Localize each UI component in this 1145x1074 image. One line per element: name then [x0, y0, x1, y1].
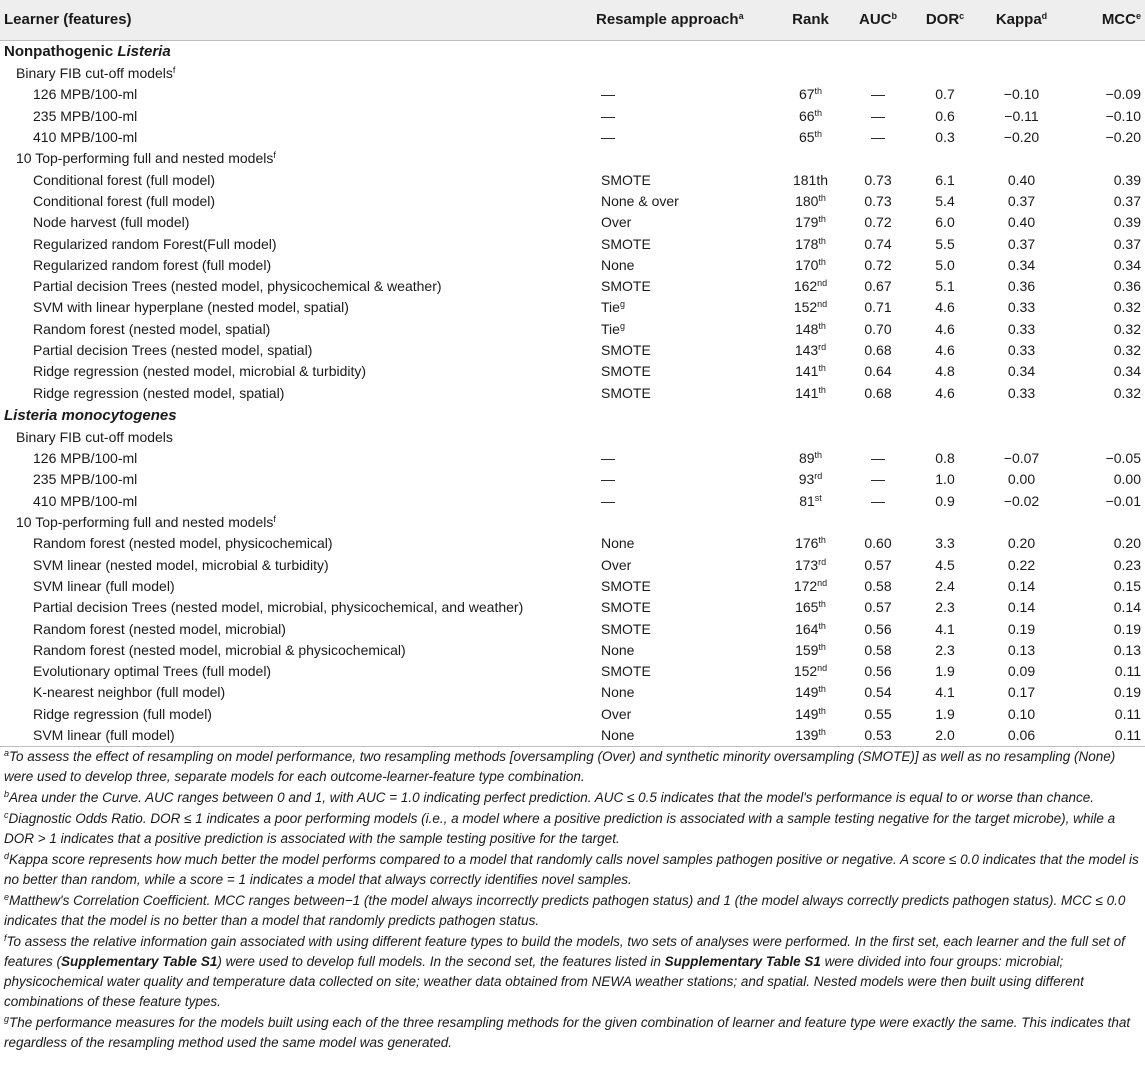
cell-kappa: 0.14: [1007, 577, 1036, 594]
cell-dor: 1.0: [935, 471, 955, 488]
cell-kappa: 0.33: [1007, 299, 1036, 316]
cell-mcc: 0.11: [1065, 725, 1145, 746]
cell-dor: 2.3: [935, 599, 955, 616]
cell-resample-approach: SMOTE: [601, 363, 651, 380]
cell-mcc: 0.37: [1113, 235, 1141, 252]
cell-kappa: 0.34: [1007, 256, 1036, 273]
cell-dor: 3.3: [935, 535, 955, 552]
cell-learner: SVM linear (nested model, microbial & turbidity): [33, 556, 329, 573]
cell-kappa: −0.20: [1003, 129, 1040, 146]
cell-auc: 0.64: [864, 363, 892, 380]
cell-auc: 0.54: [864, 684, 892, 701]
cell-dor: 4.6: [935, 299, 955, 316]
cell-learner: Random forest (nested model, microbial): [33, 620, 286, 637]
cell-dor: 2.0: [912, 725, 978, 746]
table-row: [0, 576, 1145, 597]
cell-auc: —: [871, 129, 885, 146]
cell-resample-approach: Over: [601, 214, 632, 231]
cell-auc: 0.56: [864, 620, 892, 637]
cell-rank: 141th: [795, 384, 826, 401]
header-dor: DOR$^c$: [912, 0, 978, 40]
section-heading-row: [0, 404, 1145, 427]
table-row: [0, 682, 1145, 703]
cell-kappa: 0.34: [1007, 363, 1036, 380]
cell-rank: 178th: [795, 235, 826, 252]
cell-dor: 6.0: [935, 214, 955, 231]
subsection-row: [0, 427, 1145, 448]
cell-resample-approach: SMOTE: [601, 620, 651, 637]
cell-auc: 0.72: [864, 256, 892, 273]
cell-resample-approach: SMOTE: [601, 171, 651, 188]
cell-auc: 0.74: [864, 235, 892, 252]
cell-auc: —: [871, 471, 885, 488]
table-row: [0, 640, 1145, 661]
footnote-b: $^b$Area under the Curve. AUC ranges between 0 and 1, with AUC = 1.0 indicating perfect prediction. AUC ≤ 0.5 indicates that the model's performance is equal to or worse than chance.: [4, 788, 1094, 805]
cell-kappa: 0.22: [1007, 556, 1036, 573]
table-row: [0, 597, 1145, 618]
footnote-e: $^e$Matthew's Correlation Coefficient. MCC ranges between−1 (the model always incorrectly predicts pathogen status) and 1 (the model always correctly predicts pathogen status). MCC ≤ 0.0 indicates that the model is no better than a model that randomly predicts pathogen status.: [4, 891, 1126, 928]
cell-mcc: 0.34: [1113, 363, 1141, 380]
cell-auc: 0.71: [864, 299, 892, 316]
cell-mcc: 0.23: [1113, 556, 1141, 573]
cell-rank: 149th: [795, 684, 826, 701]
table-row: [0, 169, 1145, 190]
cell-auc: 0.57: [864, 599, 892, 616]
table-row: [0, 233, 1145, 254]
cell-rank: 173rd: [794, 556, 827, 573]
subsection-binary-fib: Binary FIB cut-off models: [16, 428, 173, 445]
table-row: [0, 618, 1145, 639]
cell-dor: 2.4: [935, 577, 955, 594]
cell-kappa: 0.33: [1007, 384, 1036, 401]
cell-rank: 152nd: [793, 299, 828, 316]
table-row: [0, 127, 1145, 148]
cell-kappa: 0.33: [1007, 320, 1036, 337]
subsection-top-performing: 10 Top-performing full and nested models$^f$: [16, 150, 276, 167]
cell-auc: 0.57: [864, 556, 892, 573]
cell-kappa: 0.36: [1007, 278, 1036, 295]
cell-auc: 0.53: [844, 725, 912, 746]
cell-kappa: 0.33: [1007, 342, 1036, 358]
cell-learner: Regularized random forest (full model): [33, 256, 272, 273]
cell-rank: 180th: [795, 192, 826, 209]
cell-mcc: 0.11: [1114, 705, 1141, 722]
header-rank: Rank: [777, 0, 844, 40]
table-row: [0, 84, 1145, 105]
cell-resample-approach: None & over: [601, 192, 679, 209]
cell-learner: Ridge regression (nested model, spatial): [33, 384, 285, 401]
section-title-nonpathogenic: Nonpathogenic Listeria: [4, 43, 171, 61]
table-row: [0, 276, 1145, 297]
cell-dor: 1.9: [935, 663, 955, 680]
cell-auc: 0.73: [864, 171, 892, 188]
cell-kappa: −0.02: [1003, 492, 1040, 509]
cell-learner: SVM linear (full model): [0, 725, 592, 746]
cell-dor: 2.3: [935, 641, 955, 658]
subsection-row: [0, 63, 1145, 84]
cell-dor: 5.5: [935, 235, 955, 252]
cell-mcc: 0.19: [1113, 684, 1141, 701]
cell-dor: 0.9: [935, 492, 955, 509]
cell-auc: 0.56: [864, 663, 892, 680]
cell-learner: SVM with linear hyperplane (nested model, spatial): [33, 299, 349, 316]
cell-auc: —: [871, 492, 885, 509]
cell-mcc: 0.34: [1113, 256, 1141, 273]
header-learner: Learner (features): [0, 0, 592, 40]
cell-resample-approach: None: [601, 684, 635, 701]
cell-mcc: 0.00: [1113, 471, 1141, 488]
table-row: [0, 340, 1145, 361]
cell-rank: 165th: [795, 599, 826, 616]
cell-dor: 4.6: [935, 384, 955, 401]
footnote-c: $^c$Diagnostic Odds Ratio. DOR ≤ 1 indicates a poor performing models (i.e., a model where a positive prediction is associated with a sample testing negative for the target microbe), while a DOR > 1 indicates that a positive prediction is associated with the sample testing positive for the target.: [4, 809, 1116, 846]
cell-rank: 176th: [795, 535, 826, 552]
cell-learner: 235 MPB/100-ml: [33, 471, 138, 488]
cell-resample-approach: SMOTE: [601, 663, 651, 680]
cell-learner: Ridge regression (full model): [33, 705, 212, 722]
cell-learner: 235 MPB/100-ml: [33, 107, 138, 124]
cell-rank: 65th: [798, 129, 823, 146]
footnote-f: $^f$To assess the relative information gain associated with using different feature types to build the models, two sets of analyses were performed. In the first set, each learner and the full set of features (Supplementary Table S1) were used to develop full models. In the second set, the features listed in Supplementary Table S1 were divided into four groups: microbial; physicochemical water quality and temperature data collected on site; weather data obtained from NEWA weather stations; and spatial. Nested models were then built using different combinations of these feature types.: [4, 932, 1125, 1009]
subsection-binary-fib: Binary FIB cut-off models$^f$: [16, 65, 176, 82]
cell-resample-approach: —: [601, 492, 615, 509]
cell-resample-approach: —: [601, 86, 615, 103]
cell-auc: 0.60: [864, 535, 892, 552]
section-heading-row: [0, 40, 1145, 63]
header-auc: AUC$^b$: [844, 0, 912, 40]
cell-mcc: −0.10: [1105, 107, 1141, 124]
cell-learner: Ridge regression (nested model, microbial & turbidity): [33, 363, 367, 380]
cell-dor: 5.1: [935, 278, 955, 295]
cell-dor: 4.5: [935, 556, 955, 573]
cell-dor: 6.1: [935, 171, 955, 188]
cell-auc: —: [871, 107, 885, 124]
cell-auc: 0.58: [864, 577, 892, 594]
cell-resample-approach: Tie$^g$: [601, 299, 625, 316]
cell-auc: —: [871, 86, 885, 103]
cell-rank: 164th: [795, 620, 826, 637]
cell-resample-approach: SMOTE: [601, 278, 651, 295]
cell-rank: 181th: [792, 171, 829, 188]
cell-dor: 4.6: [935, 320, 955, 337]
subsection-top-performing: 10 Top-performing full and nested models$^f$: [16, 514, 276, 531]
cell-resample-approach: Over: [601, 556, 632, 573]
cell-mcc: 0.20: [1113, 535, 1141, 552]
subsection-row: [0, 512, 1145, 533]
cell-dor: 4.8: [935, 363, 955, 380]
cell-auc: 0.58: [864, 641, 892, 658]
table-row: [0, 319, 1145, 340]
cell-learner: SVM linear (full model): [33, 577, 175, 594]
cell-resample-approach: —: [601, 450, 615, 467]
cell-resample-approach: SMOTE: [601, 342, 651, 358]
table-row: [0, 704, 1145, 725]
cell-dor: 4.6: [935, 342, 955, 358]
cell-learner: Node harvest (full model): [33, 214, 190, 231]
cell-learner: Regularized random Forest(Full model): [33, 235, 277, 252]
cell-resample-approach: —: [601, 107, 615, 124]
cell-auc: —: [871, 450, 885, 467]
table-row: [0, 297, 1145, 318]
cell-rank: 143rd: [794, 342, 827, 358]
cell-mcc: 0.37: [1113, 192, 1141, 209]
cell-learner: Partial decision Trees (nested model, microbial, physicochemical, and weather): [33, 599, 524, 616]
cell-resample-approach: SMOTE: [601, 599, 651, 616]
cell-rank: 170th: [795, 256, 826, 273]
cell-learner: Partial decision Trees (nested model, spatial): [33, 342, 313, 358]
cell-resample-approach: None: [592, 725, 777, 746]
cell-mcc: −0.01: [1105, 492, 1141, 509]
footnote-d: $^d$Kappa score represents how much better the model performs compared to a model that randomly calls novel samples pathogen positive or negative. A score ≤ 0.0 indicates that the model is no better than random, while a score = 1 indicates a model that always correctly identifies novel samples.: [4, 850, 1139, 887]
cell-kappa: 0.19: [1007, 620, 1036, 637]
supplementary-table-link[interactable]: Supplementary Table S1: [664, 953, 821, 969]
cell-learner: Random forest (nested model, physicochemical): [33, 535, 333, 552]
cell-rank: 141th: [795, 363, 826, 380]
cell-kappa: 0.09: [1007, 663, 1036, 680]
section-title-monocytogenes: Listeria monocytogenes: [4, 406, 177, 424]
cell-rank: 159th: [795, 641, 826, 658]
cell-resample-approach: SMOTE: [601, 384, 651, 401]
cell-kappa: 0.40: [1007, 214, 1036, 231]
table-row: [0, 555, 1145, 576]
cell-dor: 0.8: [935, 450, 955, 467]
table-row: [0, 469, 1145, 490]
cell-resample-approach: None: [601, 641, 635, 658]
cell-learner: Random forest (nested model, microbial & physicochemical): [33, 641, 406, 658]
table-row: [0, 106, 1145, 127]
table-row: [0, 212, 1145, 233]
cell-rank: 149th: [795, 705, 826, 722]
cell-rank: 152nd: [793, 663, 828, 680]
header-kappa: Kappa$^d$: [978, 0, 1065, 40]
cell-mcc: −0.20: [1105, 129, 1141, 146]
cell-dor: 0.7: [935, 86, 955, 103]
cell-mcc: 0.39: [1113, 214, 1141, 231]
cell-kappa: 0.20: [1007, 535, 1036, 552]
cell-mcc: 0.39: [1113, 171, 1141, 188]
cell-dor: 5.0: [935, 256, 955, 273]
cell-rank: 93rd: [798, 471, 823, 488]
cell-learner: Conditional forest (full model): [33, 171, 216, 188]
cell-kappa: −0.11: [1004, 107, 1039, 124]
cell-mcc: 0.36: [1113, 278, 1141, 295]
cell-dor: 0.6: [935, 107, 955, 124]
cell-dor: 5.4: [935, 192, 955, 209]
cell-rank: 67th: [798, 86, 823, 103]
cell-kappa: 0.17: [1007, 684, 1036, 701]
footnote-g: $^g$The performance measures for the models built using each of the three resampling methods for the given combination of learner and feature type were exactly the same. This indicates that regardless of the resampling method used the same model was generated.: [4, 1013, 1131, 1050]
cell-kappa: 0.14: [1007, 599, 1036, 616]
header-resample: Resample approach$^a$: [592, 0, 777, 40]
cell-learner: 126 MPB/100-ml: [33, 86, 138, 103]
cell-mcc: −0.09: [1105, 86, 1141, 103]
table-header-row: [0, 0, 1145, 40]
table-row: [0, 491, 1145, 512]
table-row: [0, 255, 1145, 276]
cell-auc: 0.68: [864, 342, 892, 358]
cell-kappa: 0.37: [1007, 192, 1036, 209]
cell-mcc: 0.15: [1113, 577, 1141, 594]
supplementary-table-link[interactable]: Supplementary Table S1: [61, 953, 218, 969]
cell-resample-approach: Over: [601, 705, 632, 722]
cell-resample-approach: Tie$^g$: [601, 320, 625, 337]
cell-resample-approach: SMOTE: [601, 577, 651, 594]
subsection-row: [0, 148, 1145, 169]
cell-auc: 0.72: [864, 214, 892, 231]
cell-learner: K-nearest neighbor (full model): [33, 684, 226, 701]
cell-resample-approach: None: [601, 535, 635, 552]
cell-resample-approach: —: [601, 471, 615, 488]
cell-learner: Conditional forest (full model): [33, 192, 216, 209]
cell-mcc: 0.19: [1113, 620, 1141, 637]
table-row: [0, 191, 1145, 212]
cell-kappa: 0.13: [1007, 641, 1036, 658]
cell-mcc: −0.05: [1105, 450, 1141, 467]
cell-mcc: 0.14: [1113, 599, 1141, 616]
table-row: [0, 361, 1145, 382]
cell-rank: 89th: [798, 450, 823, 467]
cell-kappa: 0.06: [978, 725, 1065, 746]
cell-dor: 4.1: [935, 684, 955, 701]
table-row: [0, 448, 1145, 469]
cell-auc: 0.70: [864, 320, 892, 337]
cell-rank: 81st: [799, 492, 822, 509]
cell-rank: 162nd: [793, 278, 828, 295]
cell-learner: Random forest (nested model, spatial): [33, 320, 271, 337]
cell-auc: 0.68: [864, 384, 892, 401]
table-footnotes: [0, 747, 1145, 1053]
cell-mcc: 0.32: [1113, 299, 1141, 316]
cell-rank: 66th: [798, 107, 823, 124]
cell-mcc: 0.13: [1113, 641, 1141, 658]
cell-learner: 410 MPB/100-ml: [33, 129, 138, 146]
table-row: [0, 725, 1145, 746]
cell-auc: 0.55: [864, 705, 892, 722]
cell-learner: 126 MPB/100-ml: [33, 450, 138, 467]
cell-mcc: 0.32: [1113, 320, 1141, 337]
cell-rank: 139th: [777, 725, 844, 746]
cell-mcc: 0.32: [1113, 384, 1141, 401]
cell-rank: 148th: [795, 320, 826, 337]
cell-dor: 4.1: [935, 620, 955, 637]
cell-mcc: 0.11: [1114, 663, 1141, 680]
cell-kappa: −0.07: [1003, 450, 1040, 467]
cell-learner: 410 MPB/100-ml: [33, 492, 138, 509]
cell-dor: 1.9: [935, 705, 955, 722]
cell-auc: 0.67: [864, 278, 892, 295]
cell-dor: 0.3: [935, 129, 955, 146]
cell-kappa: 0.40: [1007, 171, 1036, 188]
cell-mcc: 0.32: [1113, 342, 1141, 358]
cell-rank: 172nd: [793, 577, 828, 594]
table-row: [0, 382, 1145, 403]
cell-resample-approach: —: [601, 129, 615, 146]
cell-learner: Partial decision Trees (nested model, physicochemical & weather): [33, 278, 442, 295]
cell-kappa: −0.10: [1003, 86, 1040, 103]
cell-resample-approach: None: [601, 256, 635, 273]
header-mcc: MCCe: [1065, 0, 1145, 40]
cell-kappa: 0.00: [1007, 471, 1036, 488]
cell-auc: 0.73: [864, 192, 892, 209]
cell-learner: Evolutionary optimal Trees (full model): [33, 663, 272, 680]
table-row: [0, 533, 1145, 554]
cell-kappa: 0.10: [1007, 705, 1036, 722]
cell-rank: 179th: [795, 214, 826, 231]
footnote-a: $^a$To assess the effect of resampling on model performance, two resampling methods [oversampling (Over) and synthetic minority oversampling (SMOTE)] as well as no resampling (None) were used to develop three, separate models for each outcome-learner-feature type combination.: [4, 747, 1116, 784]
cell-kappa: 0.37: [1007, 235, 1036, 252]
table-row: [0, 661, 1145, 682]
cell-resample-approach: SMOTE: [601, 235, 651, 252]
